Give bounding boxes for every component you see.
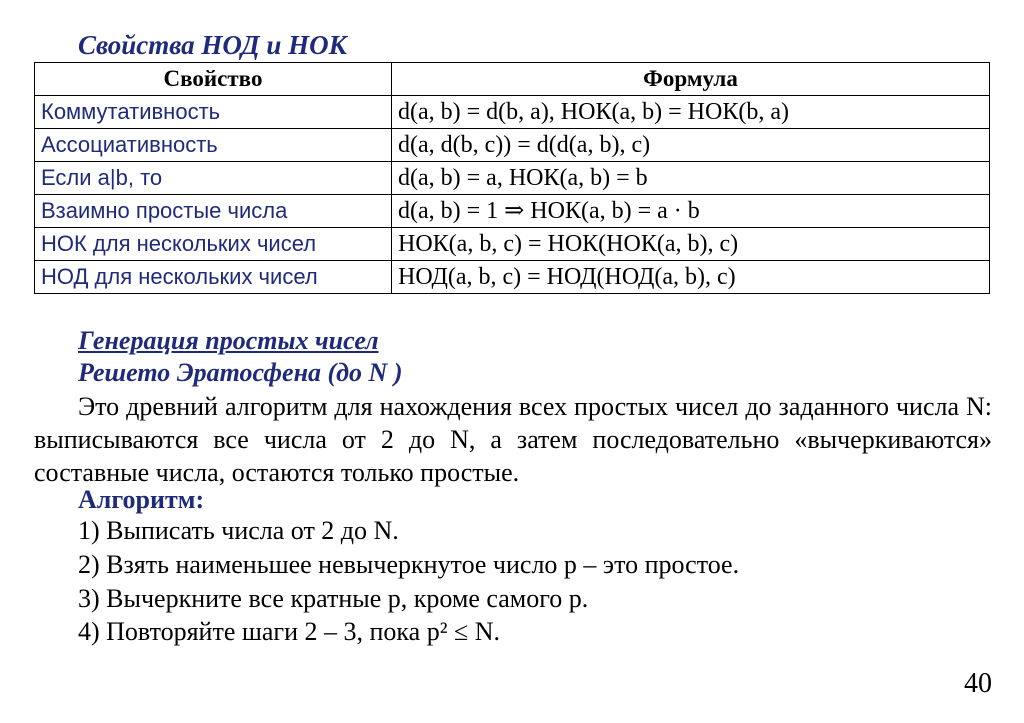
section-subheading: Решето Эратосфена (до N ) [78, 358, 403, 387]
formula-cell: НОД(a, b, c) = НОД(НОД(a, b), c) [392, 261, 990, 294]
table-row [35, 228, 990, 261]
formula-cell: d(a, b) = a, НОК(a, b) = b [392, 162, 990, 195]
table-row [35, 129, 990, 162]
algorithm-title: Алгоритм: [78, 485, 205, 514]
formula-cell: d(a, b) = 1 ⇒ НОК(a, b) = a · b [392, 195, 990, 228]
formula-cell: НОК(a, b, c) = НОК(НОК(a, b), c) [392, 228, 990, 261]
page-number: 40 [964, 668, 992, 699]
table-row [35, 162, 990, 195]
algorithm-step: 3) Вычеркните все кратные p, кроме самого p. [78, 584, 589, 613]
table-row [35, 261, 990, 294]
algorithm-step: 2) Взять наименьшее невычеркнутое число p – это простое. [78, 550, 740, 579]
formula-cell: d(a, b) = d(b, a), НОК(a, b) = НОК(b, a) [392, 96, 990, 129]
page-title: Свойства НОД и НОК [78, 30, 347, 60]
table-row [35, 195, 990, 228]
property-cell: Взаимно простые числа [35, 195, 392, 228]
description-paragraph: Это древний алгоритм для нахождения всех простых чисел до заданного числа N: выписываются все числа от 2 до N, а затем последовательно «вычеркиваются» составные числа, остаются только простые. [34, 392, 992, 487]
algorithm-step: 1) Выписать числа от 2 до N. [78, 516, 399, 545]
property-cell: Ассоциативность [35, 129, 392, 162]
formula-cell: d(a, d(b, c)) = d(d(a, b), c) [392, 129, 990, 162]
algorithm-step: 4) Повторяйте шаги 2 – 3, пока p² ≤ N. [78, 617, 501, 646]
column-header-formula: Формула [392, 63, 990, 96]
column-header-property: Свойство [35, 63, 392, 96]
table-header-row [35, 63, 990, 96]
table-row [35, 96, 990, 129]
property-cell: Если a|b, то [35, 162, 392, 195]
section-heading: Генерация простых чисел [78, 326, 379, 355]
properties-table [34, 62, 990, 294]
property-cell: НОД для нескольких чисел [35, 261, 392, 294]
property-cell: Коммутативность [35, 96, 392, 129]
property-cell: НОК для нескольких чисел [35, 228, 392, 261]
